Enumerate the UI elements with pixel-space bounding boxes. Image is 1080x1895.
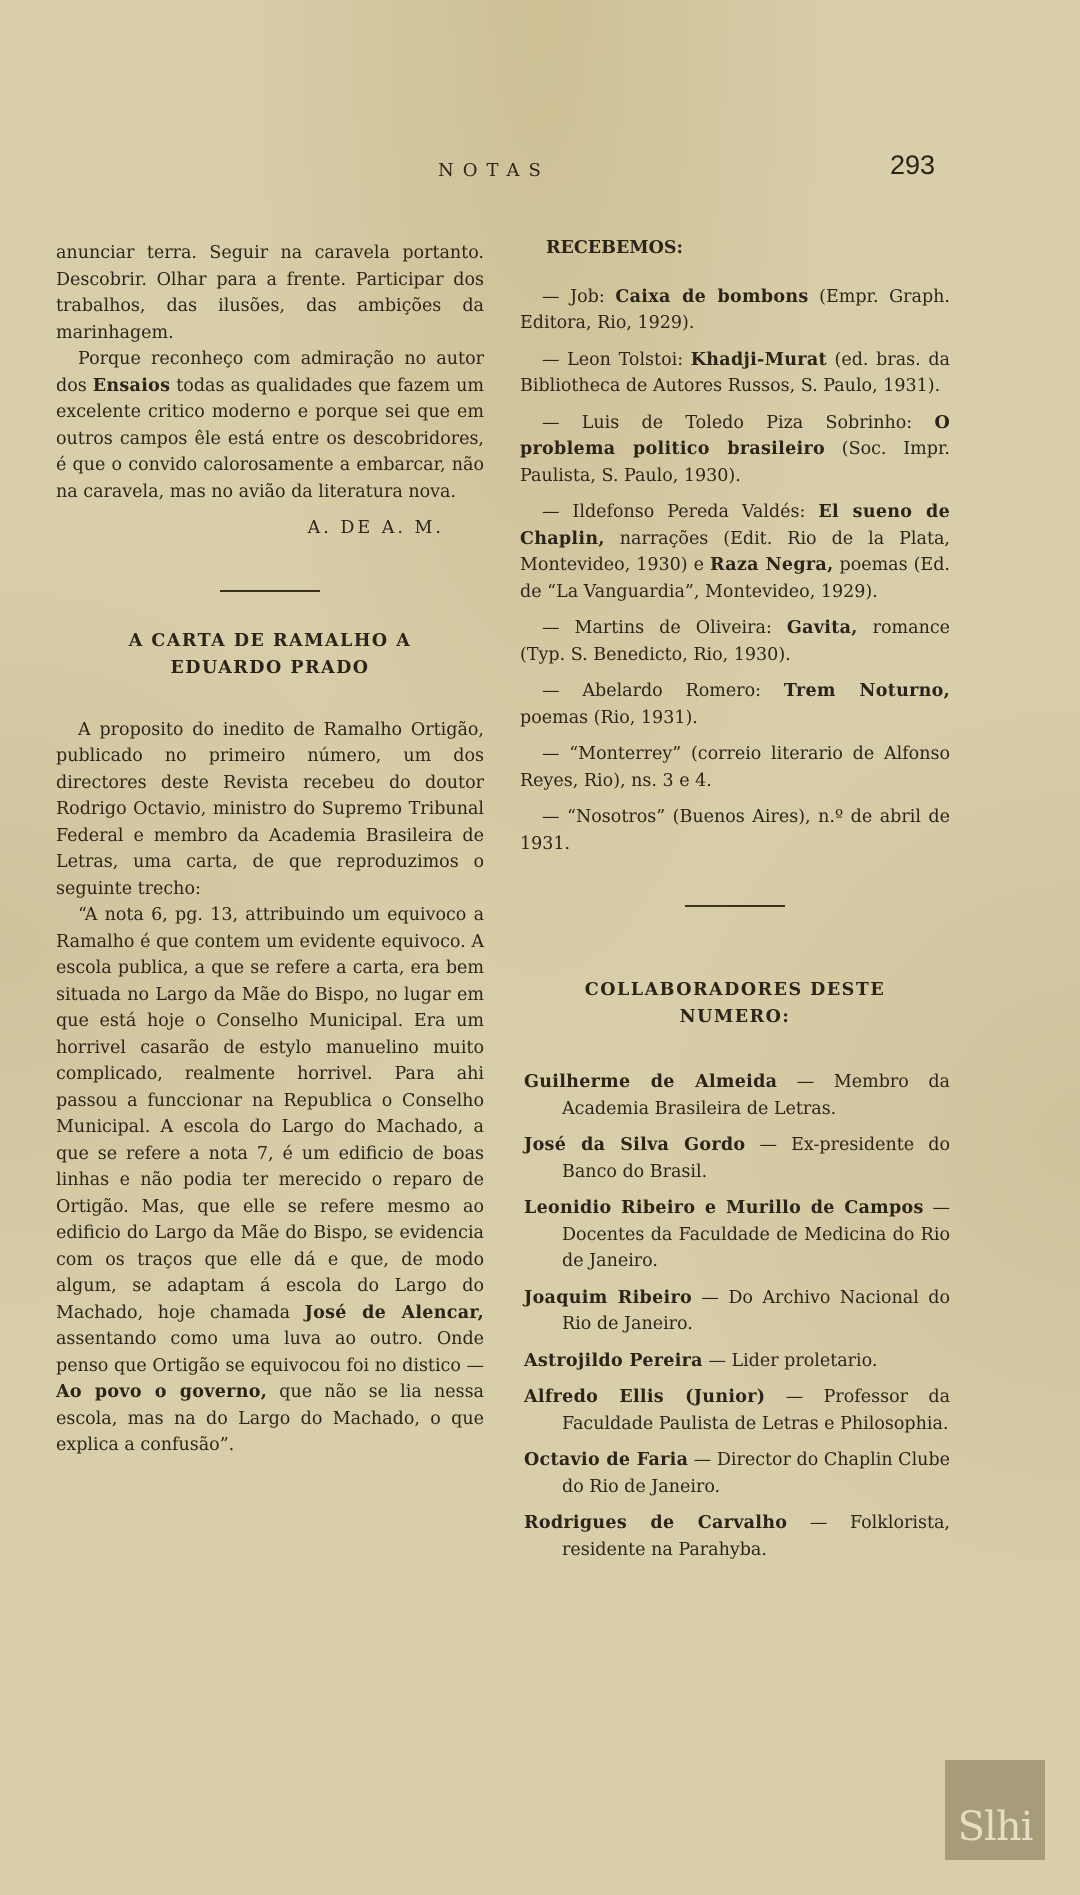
contributor-name: Joaquim Ribeiro (524, 1287, 692, 1308)
section-divider (685, 905, 785, 907)
library-logo-watermark (945, 1760, 1045, 1860)
contributor-description: — Lider proletario. (702, 1350, 878, 1371)
received-item-text (520, 804, 950, 857)
paragraph (56, 240, 484, 346)
text-run: — Job: (542, 286, 616, 307)
received-item-text (520, 284, 950, 337)
received-item (520, 615, 950, 668)
text-run: — Luis de Toledo Piza Sobrinho: (542, 412, 935, 433)
contributor-name: Leonidio Ribeiro e Murillo de Campos (524, 1198, 924, 1218)
left-column (56, 240, 484, 1459)
received-item (520, 347, 950, 400)
text-run: — “Monterrey” (correio literario de Alfonso Reyes, Rio), ns. 3 e 4. (520, 744, 950, 791)
contributor-item (520, 1348, 950, 1375)
received-item-text (520, 347, 950, 400)
signature: A. DE A. M. (307, 518, 444, 538)
contributor-name: Octavio de Faria (524, 1450, 689, 1470)
received-heading: RECEBEMOS: (546, 238, 683, 258)
running-head: NOTAS (438, 160, 550, 181)
contributor-item (520, 1132, 950, 1185)
contributor-description: — Do Archivo Nacional do Rio de Janeiro. (562, 1287, 950, 1334)
received-item (520, 284, 950, 337)
text-run: — Martins de Oliveira: (542, 618, 787, 638)
text-run: — “Nosotros” (Buenos Aires), n.º de abril de 1931. (520, 807, 950, 854)
page-number: 293 (890, 150, 936, 180)
bold-title-text: Caixa de bombons (615, 286, 809, 307)
paragraph: A proposito do inedito de Ramalho Ortigão, publicado no primeiro número, um dos directores deste Revista recebeu do doutor Rodrigo Octavio, ministro do Supremo Tribunal Federal e membro da Academia Brasileira de Letras, uma carta, de que reproduzimos o seguinte trecho: (56, 719, 484, 899)
contributor-name: Guilherme de Almeida (524, 1072, 778, 1092)
contributor-description: — Docentes da Faculdade de Medicina do Rio de Janeiro. (562, 1198, 950, 1271)
contributor-description: — Ex-presidente do Banco do Brasil. (562, 1135, 950, 1182)
text-run: (Empr. Graph. Editora, Rio, 1929). (520, 286, 950, 333)
text-run: anunciar terra. Seguir na caravela portanto. Descobrir. Olhar para a frente. Participar dos trabalhos, das ilusões, das ambições da marinhagem. (56, 243, 484, 343)
text-run: (Soc. Impr. Paulista, S. Paulo, 1930). (520, 439, 950, 486)
contributor-description: — Professor da Faculdade Paulista de Letras e Philosophia. (562, 1387, 951, 1434)
section-title-line: EDUARDO PRADO (170, 657, 370, 678)
received-item-text (520, 499, 950, 605)
contributor-description: — Director do Chaplin Clube do Rio de Janeiro. (562, 1450, 950, 1497)
contributor-name: José da Silva Gordo (524, 1135, 746, 1155)
text-run: narrações (Edit. Rio de la Plata, Montevideo, 1930) e (520, 528, 950, 575)
received-list (520, 284, 950, 858)
contributor-item (520, 1384, 950, 1437)
text-run: — Abelardo Romero: (542, 681, 784, 701)
bold-title-text: Gavita, (786, 618, 858, 638)
received-item (520, 410, 950, 490)
received-item-text (520, 410, 950, 490)
paragraph (56, 346, 484, 505)
right-column (520, 235, 950, 1573)
text-run: “A nota 6, pg. 13, attribuindo um equivoco a Ramalho é que contem um evidente equivoco. A escola publica, a que se refere a carta, era bem situada no Largo da Mãe do Bispo, no lugar em que está hoje o Conselho Municipal. Era um horrivel casarão de estylo manuelino muito complicado, realmente horrivel. Para ahi passou a funccionar na Republica o Conselho Municipal. A escola do Largo do Machado, a que se refere a nota 7, é um edificio de boas linhas e não podia ter merecido o reparo de Ortigão. Mas, que elle se refere mesmo ao edificio do Largo da Mãe do Bispo, se evidencia com os traços que elle dá e que, de modo algum, se adaptam á escola do Largo do Machado, hoje chamada (56, 905, 484, 1323)
bold-title-text: O problema politico brasileiro (520, 412, 950, 459)
bold-title-text: Ao povo o governo, (56, 1382, 268, 1402)
text-run: (ed. bras. da Bibliotheca de Autores Russos, S. Paulo, 1931). (520, 349, 950, 396)
section-title-line: A CARTA DE RAMALHO A (128, 630, 412, 651)
section-title (56, 628, 484, 682)
bold-title-text: Ensaios (92, 375, 171, 396)
contributor-item (520, 1447, 950, 1500)
section-title-line: NUMERO: (679, 1007, 791, 1027)
contributor-name: Astrojildo Pereira (524, 1350, 703, 1371)
text-run: poemas (Rio, 1931). (520, 707, 698, 728)
contributor-description: — Folklorista, residente na Parahyba. (562, 1513, 950, 1560)
text-run: — Leon Tolstoi: (542, 349, 691, 370)
contributor-name: Alfredo Ellis (Junior) (524, 1387, 766, 1407)
watermark-text: Slhi (957, 1804, 1033, 1850)
section-title-line: COLLABORADORES DESTE (584, 980, 886, 1000)
contributor-item (520, 1285, 950, 1338)
contributors-heading (520, 977, 950, 1031)
contributor-description: — Membro da Academia Brasileira de Letras. (562, 1072, 950, 1119)
bold-title-text: Raza Negra, (710, 555, 834, 575)
received-item (520, 741, 950, 794)
text-run: romance (Typ. S. Benedicto, Rio, 1930). (520, 618, 951, 665)
section-divider (220, 590, 320, 592)
text-run: todas as qualidades que fazem um excelente critico moderno e porque sei que em outros campos êle está entre os descobridores, é que o convido calorosamente a embarcar, não na caravela, mas no avião da literatura nova. (56, 375, 484, 502)
bold-title-text: El sueno de Chaplin, (520, 502, 950, 549)
quoted-letter (56, 902, 484, 1459)
text-run: Porque reconheço com admiração no autor dos (56, 349, 484, 396)
contributors-list (520, 1069, 950, 1563)
bold-title-text: Trem Noturno, (783, 681, 951, 701)
text-run: que não se lia nessa escola, mas na do Largo do Machado, o que explica a confusão”. (56, 1382, 484, 1455)
contributor-item (520, 1069, 950, 1122)
text-run: assentando como uma luva ao outro. Onde penso que Ortigão se equivocou foi no distico — (56, 1329, 484, 1376)
received-item (520, 499, 950, 605)
received-item-text (520, 615, 950, 668)
text-run: poemas (Ed. de “La Vanguardia”, Montevideo, 1929). (520, 555, 950, 602)
received-item (520, 804, 950, 857)
received-item (520, 678, 950, 731)
text-run: — Ildefonso Pereda Valdés: (542, 502, 819, 522)
received-item-text (520, 741, 950, 794)
contributor-item (520, 1195, 950, 1275)
bold-title-text: Khadji-Murat (690, 349, 827, 370)
bold-title-text: José de Alencar, (304, 1302, 484, 1323)
contributor-name: Rodrigues de Carvalho (524, 1513, 788, 1533)
contributor-item (520, 1510, 950, 1563)
received-item-text (520, 678, 950, 731)
